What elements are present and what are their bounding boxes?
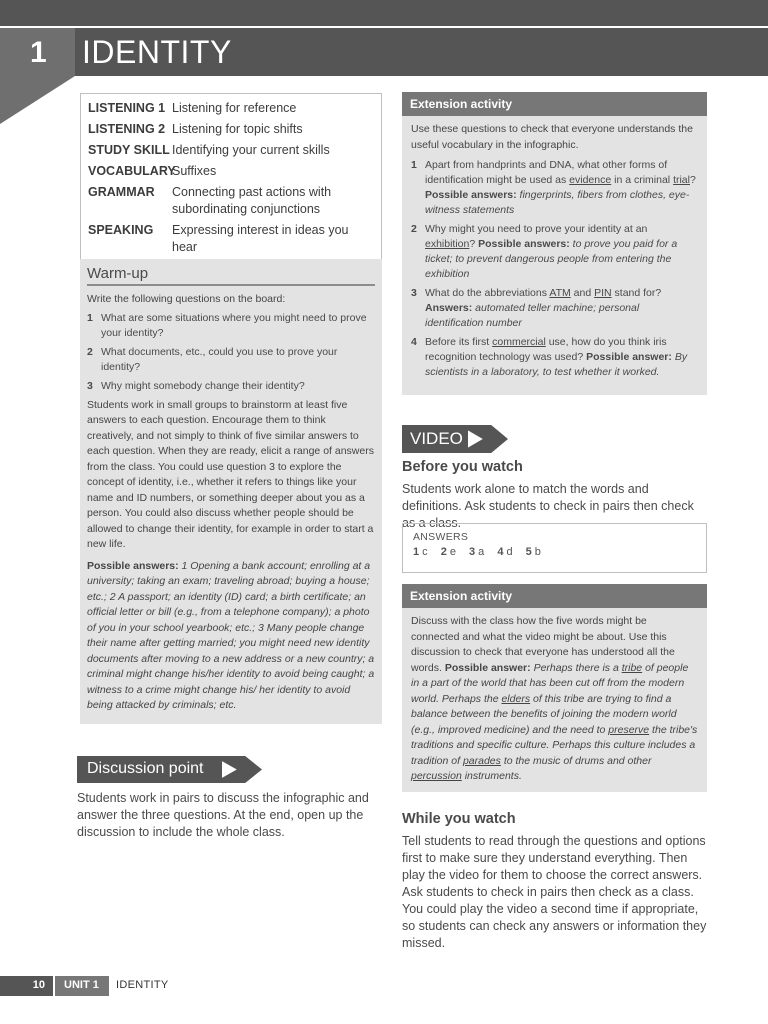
skill-row — [88, 121, 375, 138]
answer-number: 5 — [525, 546, 532, 558]
item-text — [425, 158, 698, 218]
text-part: What do the abbreviations — [425, 287, 550, 299]
vocab-word: commercial — [492, 336, 546, 348]
vocab-word: tribe — [621, 661, 643, 674]
item-text — [425, 286, 698, 331]
text-part: ? — [689, 174, 696, 186]
answers-label: ANSWERS — [413, 531, 469, 543]
extension-body — [402, 116, 707, 390]
item-text — [425, 222, 698, 282]
footer-unit-title: IDENTITY — [116, 979, 169, 991]
skill-key: LISTENING 2 — [88, 122, 166, 136]
answer-letter: d — [506, 546, 513, 558]
list-item — [87, 379, 375, 394]
item-text: What documents, etc., could you use to prove your identity? — [101, 345, 338, 373]
before-you-watch-heading: Before you watch — [402, 459, 523, 475]
extension-intro: Use these questions to check that everyone understands the useful vocabulary in the infographic. — [411, 123, 693, 151]
skill-key: VOCABULARY — [88, 164, 176, 178]
item-number: 2 — [411, 223, 417, 235]
video-label: VIDEO — [402, 425, 468, 453]
vocab-word: exhibition — [425, 238, 470, 250]
skill-row — [88, 100, 375, 117]
extension-title: Extension activity — [402, 584, 707, 608]
answers-text: By scientists in a laboratory, to test whether it worked. — [425, 351, 688, 378]
list-item — [87, 345, 375, 375]
answers-label: Possible answers: — [87, 559, 179, 572]
answer-letter: e — [449, 546, 456, 558]
skill-row — [88, 184, 375, 218]
discussion-point-label: Discussion point — [77, 756, 222, 783]
text-part: Why might you need to prove your identity at an — [425, 223, 648, 235]
text-part: in a criminal — [611, 174, 674, 186]
skills-table — [80, 93, 382, 265]
text-part: stand for? — [611, 287, 662, 299]
warmup-box — [80, 259, 382, 724]
vocab-word: elders — [501, 692, 531, 705]
answers-text: to prove you paid for a ticket; to prevent dangerous people from entering the exhibition — [425, 238, 678, 280]
item-number: 3 — [87, 379, 93, 392]
while-you-watch-heading: While you watch — [402, 811, 516, 827]
skill-value: Identifying your current skills — [172, 143, 330, 157]
answer-number: 2 — [440, 546, 447, 558]
answer-number: 1 — [413, 546, 420, 558]
vocab-word: PIN — [594, 287, 612, 299]
answers-label: Possible answer: — [444, 661, 531, 674]
answers-box — [402, 523, 707, 573]
chevron-right-icon — [466, 425, 508, 453]
before-you-watch-text: Students work alone to match the words and definitions. Ask students to check in pairs then check as a class. — [402, 482, 694, 530]
vocab-word: percussion — [411, 770, 462, 782]
answers-label: Possible answers: — [478, 238, 570, 250]
skill-row — [88, 142, 375, 159]
page-number: 10 — [0, 976, 53, 996]
vocab-word: evidence — [569, 174, 612, 186]
extension-activity-box — [402, 92, 707, 395]
answer-number: 4 — [497, 546, 504, 558]
item-number: 1 — [411, 159, 417, 171]
list-item — [411, 286, 698, 331]
warmup-title: Warm-up — [87, 265, 375, 286]
answers-label: Possible answers: — [425, 189, 517, 201]
list-item — [411, 158, 698, 218]
text-part: of people in a part of the world that has been cut off from the modern world. Perhaps the — [411, 661, 689, 705]
vocab-word: preserve — [608, 723, 650, 736]
item-number: 1 — [87, 311, 93, 324]
skill-key: STUDY SKILL — [88, 143, 170, 157]
list-item — [411, 335, 698, 380]
unit-number: 1 — [30, 36, 47, 69]
top-bar — [0, 0, 768, 26]
skill-key: SPEAKING — [88, 223, 154, 237]
extension-body — [402, 608, 707, 791]
skill-value: Listening for topic shifts — [172, 122, 303, 136]
text-part: of this tribe are trying to find a balance between the benefits of joining the modern world (e.g., improved medicine) and the need to — [411, 692, 677, 736]
discussion-text: Students work in pairs to discuss the infographic and answer the three questions. At the end, open up the discussion to include the whole class. — [77, 791, 369, 839]
warmup-questions — [87, 311, 375, 394]
answers-text: fingerprints, fibers from clothes, eye-witness statements — [425, 189, 690, 216]
answers-label: Answers: — [425, 302, 473, 314]
while-you-watch-text: Tell students to read through the questions and options first to make sure they understand everything. Then play the video for them to choose the correct answers. Ask students to check in pairs then check as a class. You could play the video a second time if appropriate, so students can check any answers or information they missed. — [402, 834, 707, 950]
text-part: Perhaps there is a — [530, 661, 622, 674]
skill-row — [88, 163, 375, 180]
vocab-word: ATM — [549, 287, 571, 299]
answer-letter: a — [478, 546, 485, 558]
text-part: ? — [469, 238, 479, 250]
list-item — [87, 311, 375, 341]
extension-activity-box — [402, 584, 707, 792]
text-part: the tribe's traditions and specific culture. Perhaps this culture includes a tradition of — [411, 723, 698, 767]
item-number: 3 — [411, 287, 417, 299]
warmup-intro: Write the following questions on the board: — [87, 293, 286, 305]
answers-text: automated teller machine; personal identification number — [425, 302, 640, 329]
answer-letter: b — [534, 546, 541, 558]
skill-value: Suffixes — [172, 164, 217, 178]
text-part: Before its first — [425, 336, 493, 348]
answer-letter: c — [422, 546, 428, 558]
skill-value: Connecting past actions with subordinating conjunctions — [172, 185, 332, 216]
skill-row — [88, 222, 375, 256]
answer-number: 3 — [469, 546, 476, 558]
footer-unit-label: UNIT 1 — [55, 976, 109, 996]
answers-text: 1 Opening a bank account; enrolling at a university; taking an exam; traveling abroad; buying a house; etc.; 2 A passport; an identity (ID) card; a birth certificate; an official letter or bill (e.g., from a telephone company); a photo of you in your school yearbook; etc.; 3 Many people change their name after getting married; you might need new identity documents after moving to a new address or a new country; a criminal might change his/her identity to avoid being caught; a witness to a crime might change his/ her identity to avoid being attacked by criminals; etc. — [87, 559, 375, 711]
item-number: 4 — [411, 336, 417, 348]
answers-text — [411, 662, 697, 783]
warmup-paragraph: Students work in small groups to brainstorm at least five answers to each question. Encourage them to think creatively, and not simply to think of five similar answers to each question. When they are ready, elicit a range of answers from the class. You could use question 3 to explore the concept of identity, i.e., whether it refers to things like your name and ID numbers, or something deeper about you as a person. You could also discuss whether people should be allowed to change their identity, for example in order to start a new life. — [87, 398, 374, 550]
answers-label: Possible answer: — [586, 351, 672, 363]
unit-title: IDENTITY — [82, 34, 232, 70]
extension-text: Discuss with the class how the five words might be connected and what the video might be about. Use this discussion to check that everyone has understood all the words. — [411, 615, 675, 674]
text-part: use, how do you think iris recognition technology was used? — [425, 336, 667, 363]
skill-value: Listening for reference — [172, 101, 297, 115]
skill-key: GRAMMAR — [88, 185, 155, 199]
text-part: instruments. — [461, 770, 522, 782]
text-part: and — [570, 287, 595, 299]
answers-line — [413, 546, 696, 558]
text-part: to the music of drums and other — [500, 754, 652, 767]
skill-key: LISTENING 1 — [88, 101, 166, 115]
extension-title: Extension activity — [402, 92, 707, 116]
skill-value: Expressing interest in ideas you hear — [172, 223, 349, 254]
item-text: Why might somebody change their identity? — [101, 379, 305, 392]
item-number: 2 — [87, 345, 93, 358]
item-text — [425, 335, 698, 380]
item-text: What are some situations where you might need to prove your identity? — [101, 311, 367, 339]
text-part: Apart from handprints and DNA, what other forms of identification might be used as — [425, 159, 668, 186]
chevron-right-icon — [220, 756, 262, 783]
vocab-word: trial — [673, 174, 690, 186]
vocab-word: parades — [462, 754, 501, 767]
warmup-answers — [87, 559, 375, 714]
list-item — [411, 222, 698, 282]
